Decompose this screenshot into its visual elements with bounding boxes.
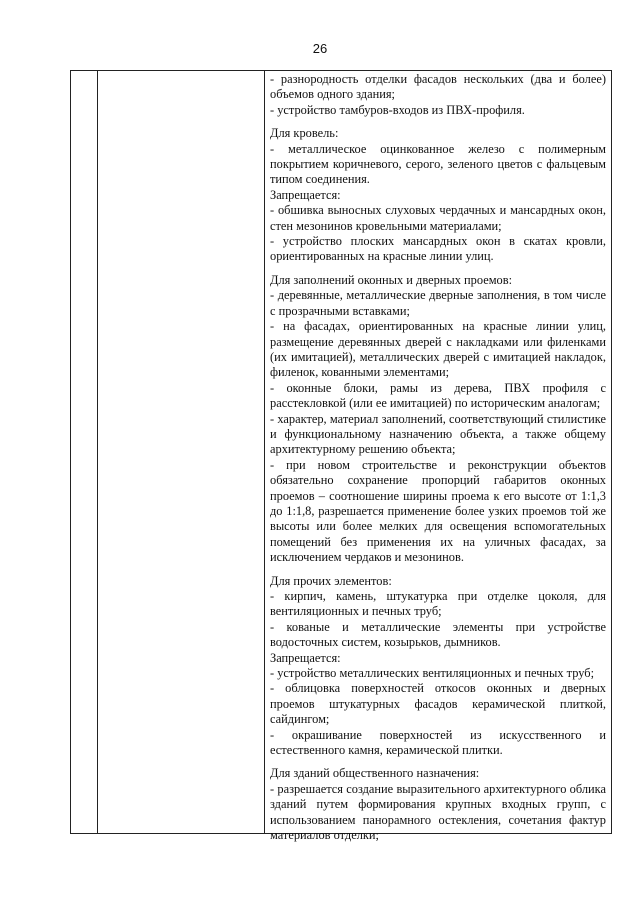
list-item: Запрещается: xyxy=(270,650,341,665)
list-item: - характер, материал заполнений, соответствующий стилистике и функциональному назначению объекта, а также общему архитектурному решению объекта; xyxy=(270,411,606,457)
list-item: - разрешается создание выразительного архитектурного облика зданий путем формирования крупных входных групп, с использованием панорамного остекления, сочетания фактур материалов отделки; xyxy=(270,781,606,843)
list-item: - разнородность отделки фасадов нескольких (два и более) объемов одного здания; xyxy=(270,72,606,102)
section-roofs xyxy=(270,126,606,265)
list-item: - устройство металлических вентиляционных и печных труб; xyxy=(270,666,595,681)
list-item: - на фасадах, ориентированных на красные линии улиц, размещение деревянных дверей с накладками или филенками (их имитацией), металлических дверей с имитацией накладок, филенок, кованными элементами; xyxy=(270,319,606,380)
list-item: - оконные блоки, рамы из дерева, ПВХ профиля с расстекловкой (или ее имитацией) по историческим аналогам; xyxy=(270,380,606,411)
page-number: 26 xyxy=(312,41,328,56)
list-item: - устройство плоских мансардных окон в скатах кровли, ориентированных на красные линии улиц. xyxy=(270,234,606,264)
list-item: - окрашивание поверхностей из искусственного и естественного камня, керамической плитки. xyxy=(270,727,606,758)
list-item: - обшивка выносных слуховых чердачных и мансардных окон, стен мезонинов кровельными материалами; xyxy=(270,203,606,233)
list-item: - кованые и металлические элементы при устройстве водосточных систем, козырьков, дымников. xyxy=(270,619,606,650)
section-heading: Для прочих элементов: xyxy=(270,573,392,588)
column-divider xyxy=(97,71,98,833)
list-item: - деревянные, металлические дверные заполнения, в том числе с прозрачными вставками; xyxy=(270,288,606,318)
section-heading: Для кровель: xyxy=(270,126,339,141)
list-item: - кирпич, камень, штукатурка при отделке цоколя, для вентиляционных и печных труб; xyxy=(270,589,606,619)
section-public-buildings xyxy=(270,766,606,843)
section-other-elements xyxy=(270,574,606,759)
table-cell-content xyxy=(270,72,606,844)
list-item: - металлическое оцинкованное железо с полимерным покрытием коричневого, серого, зеленого цветов с фальцевым типом соединения. xyxy=(270,141,606,187)
list-item: - устройство тамбуров-входов из ПВХ-профиля. xyxy=(270,102,525,117)
list-item: - при новом строительстве и реконструкции объектов обязательно сохранение пропорций габаритов оконных проемов – соотношение ширины проема к его высоте от 1:1,3 до 1:1,8, разрешается применение более узких проемов той же высоты или более мелких для освещения вспомогательных помещений без применения их на уличных фасадах, за исключением чердаков и мезонинов. xyxy=(270,457,606,565)
column-divider xyxy=(264,71,265,833)
list-item: Запрещается: xyxy=(270,187,341,202)
list-item: - облицовка поверхностей откосов оконных и дверных проемов штукатурных фасадов керамической плиткой, сайдингом; xyxy=(270,681,606,727)
section-heading: Для зданий общественного назначения: xyxy=(270,766,480,781)
regulations-table xyxy=(70,70,612,843)
section-window-door-fillings xyxy=(270,273,606,566)
section-heading: Для заполнений оконных и дверных проемов: xyxy=(270,272,513,287)
section-facade-finish xyxy=(270,72,606,118)
